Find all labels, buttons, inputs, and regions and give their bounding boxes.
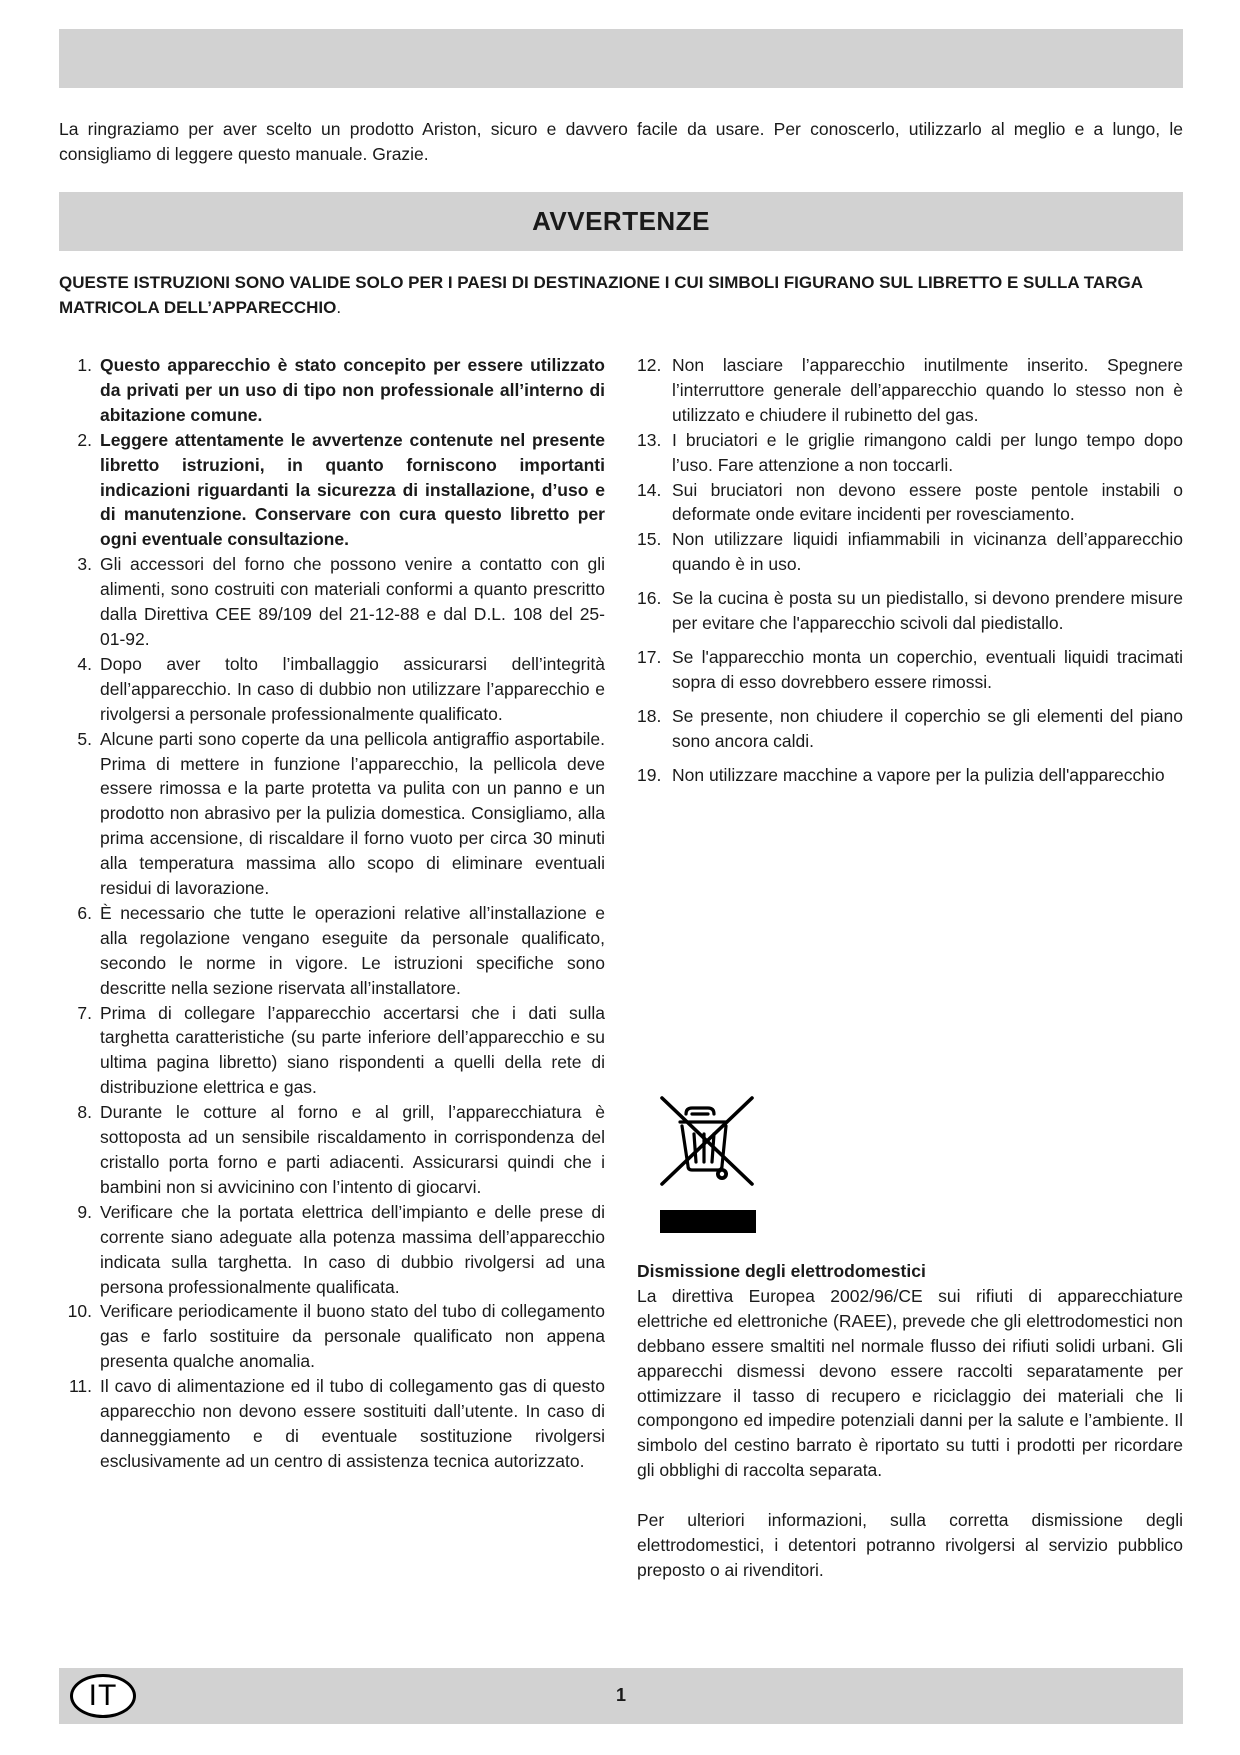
warning-item [59,428,605,553]
warning-text: Se l'apparecchio monta un coperchio, eventuali liquidi tracimati sopra di esso dovrebbero essere rimossi. [672,646,1183,692]
warning-number: 4. [77,653,92,674]
warning-item [637,428,1183,478]
warning-text: Se presente, non chiudere il coperchio se gli elementi del piano sono ancora caldi. [672,705,1183,751]
section-title: AVVERTENZE [532,206,710,236]
warning-number: 17. [637,646,662,667]
warning-item [59,1299,605,1374]
warning-item [59,552,605,652]
warning-number: 7. [77,1002,92,1023]
header-bar [59,29,1183,88]
warning-number: 2. [77,429,92,450]
warning-number: 11. [68,1376,92,1397]
warning-item [637,478,1183,528]
disposal-paragraph-2: Per ulteriori informazioni, sulla corretta dismissione degli elettrodomestici, i detentori potranno rivolgersi al servizio pubblico preposto o ai rivenditori. [637,1510,1183,1580]
warning-number: 18. [637,705,662,726]
warning-item [59,652,605,727]
warning-text: Non utilizzare liquidi infiammabili in vicinanza dell’apparecchio quando è in uso. [672,529,1183,575]
warning-number: 13. [637,429,662,450]
warning-text: Non utilizzare macchine a vapore per la pulizia dell'apparecchio [672,764,1165,785]
warning-item [637,353,1183,428]
warning-item [59,1001,605,1101]
warning-number: 5. [77,728,92,749]
warning-text: Sui bruciatori non devono essere poste pentole instabili o deformate onde evitare incidenti per rovesciamento. [672,479,1183,525]
validity-notice-text: QUESTE ISTRUZIONI SONO VALIDE SOLO PER I PAESI DI DESTINAZIONE I CUI SIMBOLI FIGURANO SUL LIBRETTO E SULLA TARGA MATRICOLA DELL’APPARECCHIO [59,273,1143,317]
warning-item [637,527,1183,577]
warning-item [59,727,605,901]
validity-notice [59,271,1183,320]
warning-text: Leggere attentamente le avvertenze contenute nel presente libretto istruzioni, in quanto forniscono importanti indicazioni riguardanti la sicurezza di installazione, d’uso e di manutenzione. Conservare con cura questo libretto per ogni eventuale consultazione. [100,429,605,550]
warning-text: Questo apparecchio è stato concepito per essere utilizzato da privati per un uso di tipo non professionale all’interno di abitazione comune. [100,355,605,425]
warning-text: Alcune parti sono coperte da una pellicola antigraffio asportabile. Prima di mettere in funzione l’apparecchio, la pellicola deve essere rimossa e la parte protetta va pulita con un panno e un prodotto non abrasivo per la pulizia domestica. Consigliamo, alla prima accensione, di riscaldare il forno vuoto per circa 30 minuti alla temperatura massima allo scopo di eliminare eventuali residui di lavorazione. [100,728,605,899]
warning-number: 8. [77,1102,92,1123]
disposal-section [637,1259,1183,1583]
warning-text: Il cavo di alimentazione ed il tubo di collegamento gas di questo apparecchio non devono essere sostituiti dall’utente. In caso di danneggiamento e di eventuale sostituzione rivolgersi esclusivamente ad un centro di assistenza tecnica autorizzato. [100,1376,605,1471]
crossed-out-wheeled-bin-icon [656,1092,760,1233]
warning-number: 6. [77,902,92,923]
warning-text: È necessario che tutte le operazioni relative all’installazione e alla regolazione vengano eseguite da personale qualificato, secondo le norme in vigore. Le istruzioni specifiche sono descritte nella sezione riservata all’installatore. [100,902,605,998]
warning-text: Dopo aver tolto l’imballaggio assicurarsi dell’integrità dell’apparecchio. In caso di dubbio non utilizzare l’apparecchio e rivolgersi a personale professionalmente qualificato. [100,653,605,724]
validity-notice-end: . [336,297,342,317]
warning-item [59,1374,605,1474]
page-number: 1 [615,1685,626,1705]
warning-text: Durante le cotture al forno e al grill, l’apparecchiatura è sottoposta ad un sensibile riscaldamento in corrispondenza del cristallo porta forno e parti adiacenti. Assicurarsi quindi che i bambini non si avvicinino con l’intento di giocarvi. [100,1102,605,1197]
warning-text: Gli accessori del forno che possono venire a contatto con gli alimenti, sono costruiti con materiali conformi a quanto prescritto dalla Direttiva CEE 89/109 del 21-12-88 e dal D.L. 108 del 25-01-92. [100,554,605,649]
warning-item [637,704,1183,754]
warning-text: Prima di collegare l’apparecchio accertarsi che i dati sulla targhetta caratteristiche (su parte inferiore dell’apparecchio e su ultima pagina libretto) siano rispondenti a quelli della rete di distribuzione elettrica e gas. [100,1002,605,1098]
warning-item [59,1200,605,1300]
warning-number: 1. [77,355,92,375]
warning-item [637,763,1183,788]
warnings-right-column [637,353,1183,788]
disposal-title: Dismissione degli elettrodomestici [637,1261,926,1281]
warning-item [59,1100,605,1200]
warning-text: Non lasciare l’apparecchio inutilmente inserito. Spegnere l’interruttore generale dell’apparecchio quando lo stesso non è utilizzato e chiudere il rubinetto del gas. [672,355,1183,425]
language-badge: IT [70,1674,136,1718]
footer-bar [59,1668,1183,1724]
warning-number: 16. [637,588,662,609]
section-header [59,192,1183,251]
warnings-left-column [59,353,605,1474]
warning-number: 3. [77,554,92,575]
warning-item [59,353,605,428]
intro-paragraph: La ringraziamo per aver scelto un prodotto Ariston, sicuro e davvero facile da usare. Per conoscerlo, utilizzarlo al meglio e a lungo, le consigliamo di leggere questo manuale. Grazie. [59,119,1183,164]
warnings-list-right [637,353,1183,788]
warning-number: 12. [637,355,662,375]
warning-number: 9. [77,1201,92,1222]
warning-item [637,586,1183,636]
warning-text: Verificare che la portata elettrica dell’impianto e delle prese di corrente siano adeguate alla potenza massima dell’apparecchio indicata sulla targhetta. In caso di dubbio rivolgersi ad una persona professionalmente qualificata. [100,1201,605,1297]
warning-number: 10. [67,1301,92,1322]
warning-text: I bruciatori e le griglie rimangono caldi per lungo tempo dopo l’uso. Fare attenzione a non toccarli. [672,429,1183,475]
warning-item [59,901,605,1001]
warnings-list-left [59,353,605,1474]
warning-text: Se la cucina è posta su un piedistallo, si devono prendere misure per evitare che l'apparecchio scivoli dal piedistallo. [672,588,1183,634]
warning-number: 15. [637,529,662,550]
warning-text: Verificare periodicamente il buono stato del tubo di collegamento gas e farlo sostituire da personale qualificato non appena presenta qualche anomalia. [100,1301,605,1372]
warning-number: 19. [637,764,662,785]
warning-item [637,645,1183,695]
warning-number: 14. [637,479,662,500]
disposal-paragraph-1: La direttiva Europea 2002/96/CE sui rifiuti di apparecchiature elettriche ed elettroniche (RAEE), prevede che gli elettrodomestici non debbano essere smaltiti nel normale flusso dei rifiuti solidi urbani. Gli apparecchi dismessi devono essere raccolti separatamente per ottimizzare il tasso di recupero e riciclaggio dei materiali che li compongono ed impedire potenziali danni per la salute e l’ambiente. Il simbolo del cestino barrato è riportato su tutti i prodotti per ricordare gli obblighi di raccolta separata. [637,1285,1183,1481]
